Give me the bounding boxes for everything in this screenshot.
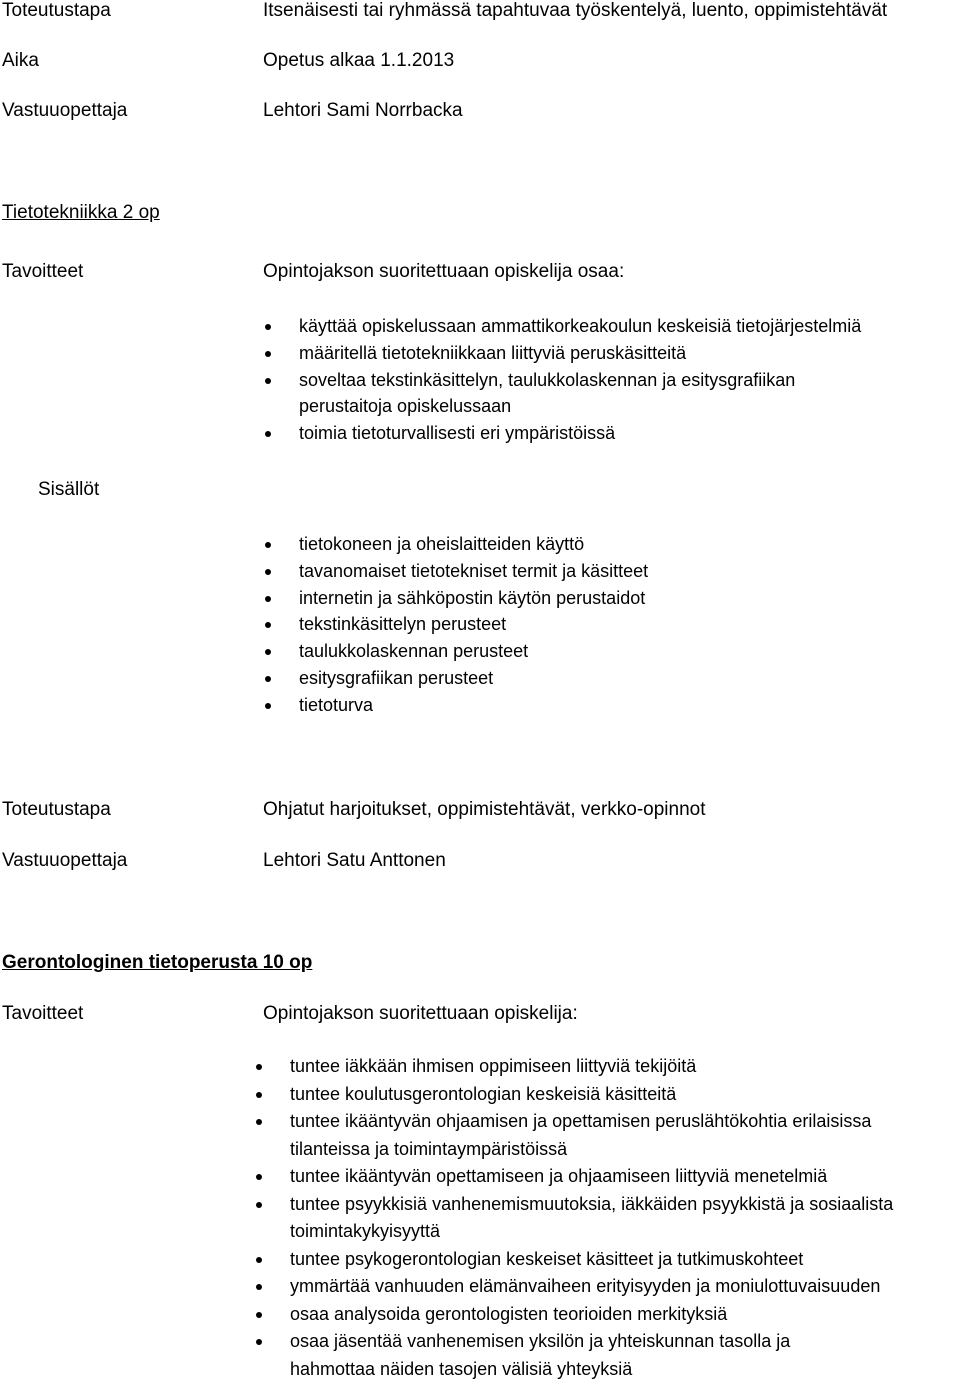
- bullet-icon: [256, 1064, 262, 1070]
- aika-value: Opetus alkaa 1.1.2013: [263, 50, 455, 71]
- bullet-icon: [265, 676, 271, 682]
- bullet-icon: [256, 1339, 262, 1345]
- bullet-icon: [256, 1312, 262, 1318]
- list-item: ymmärtää vanhuuden elämänvaiheen erityisyyden ja moniulottuvaisuuden: [290, 1273, 893, 1301]
- toteutustapa-value: Ohjatut harjoitukset, oppimistehtävät, verkko-opinnot: [263, 799, 706, 820]
- course1-goals-list: [299, 313, 861, 447]
- course1-contents-list: [299, 531, 648, 719]
- toteutustapa-label: Toteutustapa: [2, 0, 111, 21]
- list-item: osaa jäsentää vanhenemisen yksilön ja yhteiskunnan tasolla ja hahmottaa näiden tasojen välisiä yhteyksiä: [290, 1328, 893, 1383]
- bullet-icon: [265, 378, 271, 384]
- bullet-icon: [256, 1257, 262, 1263]
- list-item: tuntee iäkkään ihmisen oppimiseen liittyviä tekijöitä: [290, 1053, 893, 1081]
- bullet-icon: [265, 569, 271, 575]
- list-item: käyttää opiskelussaan ammattikorkeakoulun keskeisiä tietojärjestelmiä: [299, 313, 861, 340]
- list-item: määritellä tietotekniikkaan liittyviä peruskäsitteitä: [299, 340, 861, 367]
- bullet-icon: [256, 1092, 262, 1098]
- bullet-icon: [256, 1119, 262, 1125]
- tavoitteet-intro: Opintojakson suoritettuaan opiskelija osaa:: [263, 261, 625, 282]
- list-item: taulukkolaskennan perusteet: [299, 638, 648, 665]
- vastuuopettaja-value: Lehtori Satu Anttonen: [263, 850, 446, 871]
- list-item: internetin ja sähköpostin käytön perustaidot: [299, 585, 648, 612]
- bullet-icon: [265, 542, 271, 548]
- list-item: toimia tietoturvallisesti eri ympäristöissä: [299, 420, 861, 447]
- tavoitteet-label: Tavoitteet: [2, 261, 84, 282]
- toteutustapa-value: Itsenäisesti tai ryhmässä tapahtuvaa työskentelyä, luento, oppimistehtävät: [263, 0, 888, 21]
- bullet-icon: [265, 622, 271, 628]
- course2-goals-list: [290, 1053, 893, 1383]
- tavoitteet-intro: Opintojakson suoritettuaan opiskelija:: [263, 1003, 578, 1024]
- course-title-gerontologinen: Gerontologinen tietoperusta 10 op: [2, 952, 313, 973]
- course-title-tietotekniikka: Tietotekniikka 2 op: [2, 202, 160, 223]
- vastuuopettaja-value: Lehtori Sami Norrbacka: [263, 100, 463, 121]
- list-item: tavanomaiset tietotekniset termit ja käsitteet: [299, 558, 648, 585]
- bullet-icon: [265, 596, 271, 602]
- list-item: tietokoneen ja oheislaitteiden käyttö: [299, 531, 648, 558]
- tavoitteet-label: Tavoitteet: [2, 1003, 84, 1024]
- list-item: tuntee ikääntyvän opettamiseen ja ohjaamiseen liittyviä menetelmiä: [290, 1163, 893, 1191]
- bullet-icon: [265, 324, 271, 330]
- bullet-icon: [265, 351, 271, 357]
- list-item: soveltaa tekstinkäsittelyn, taulukkolaskennan ja esitysgrafiikan perustaitoja opiskelussaan: [299, 367, 861, 421]
- list-item: tuntee koulutusgerontologian keskeisiä käsitteitä: [290, 1081, 893, 1109]
- vastuuopettaja-label: Vastuuopettaja: [2, 100, 128, 121]
- list-item: tuntee ikääntyvän ohjaamisen ja opettamisen peruslähtökohtia erilaisissa tilanteissa ja toimintaympäristöissä: [290, 1108, 893, 1163]
- bullet-icon: [265, 431, 271, 437]
- bullet-icon: [256, 1284, 262, 1290]
- toteutustapa-label: Toteutustapa: [2, 799, 111, 820]
- bullet-icon: [256, 1174, 262, 1180]
- sisallot-label: Sisällöt: [38, 479, 100, 500]
- list-item: tekstinkäsittelyn perusteet: [299, 611, 648, 638]
- vastuuopettaja-label: Vastuuopettaja: [2, 850, 128, 871]
- list-item: esitysgrafiikan perusteet: [299, 665, 648, 692]
- list-item: tuntee psykogerontologian keskeiset käsitteet ja tutkimuskohteet: [290, 1246, 893, 1274]
- aika-label: Aika: [2, 50, 39, 71]
- bullet-icon: [265, 703, 271, 709]
- list-item: tuntee psyykkisiä vanhenemismuutoksia, iäkkäiden psyykkistä ja sosiaalista toimintakykyisyyttä: [290, 1191, 893, 1246]
- bullet-icon: [256, 1202, 262, 1208]
- list-item: osaa analysoida gerontologisten teorioiden merkityksiä: [290, 1301, 893, 1329]
- list-item: tietoturva: [299, 692, 648, 719]
- bullet-icon: [265, 649, 271, 655]
